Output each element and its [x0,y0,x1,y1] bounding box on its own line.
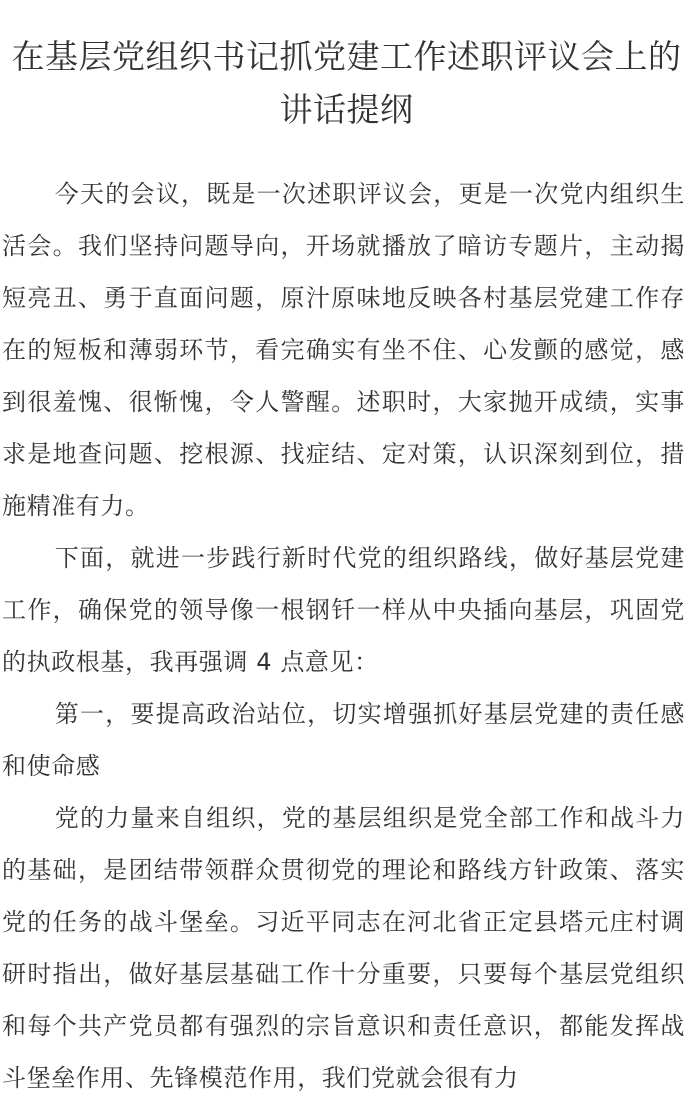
document-title: 在基层党组织书记抓党建工作述职评议会上的讲话提纲 [11,37,682,129]
paragraph-intro-points: 下面，就进一步践行新时代党的组织路线，做好基层党建工作，确保党的领导像一根钢钎一样从中央插向基层，巩固党的执政根基，我再强调 4 点意见： [2,544,685,676]
paragraph-point-one-heading: 第一，要提高政治站位，切实增强抓好基层党建的责任感和使命感 [2,700,685,780]
paragraph-opening: 今天的会议，既是一次述职评议会，更是一次党内组织生活会。我们坚持问题导向，开场就播放了暗访专题片，主动揭短亮丑、勇于直面问题，原汁原味地反映各村基层党建工作存在的短板和薄弱环节，看完确实有坐不住、心发颤的感觉，感到很羞愧、很惭愧，令人警醒。述职时，大家抛开成绩，实事求是地查问题、挖根源、找症结、定对策，认识深刻到位，措施精准有力。 [2,180,685,520]
paragraph-point-one-body: 党的力量来自组织，党的基层组织是党全部工作和战斗力的基础，是团结带领群众贯彻党的理论和路线方针政策、落实党的任务的战斗堡垒。习近平同志在河北省正定县塔元庄村调研时指出，做好基层基础工作十分重要，只要每个基层党组织和每个共产党员都有强烈的宗旨意识和责任意识，都能发挥战斗堡垒作用、先锋模范作用，我们党就会很有力 [2,804,685,1092]
document-body [0,168,693,1097]
